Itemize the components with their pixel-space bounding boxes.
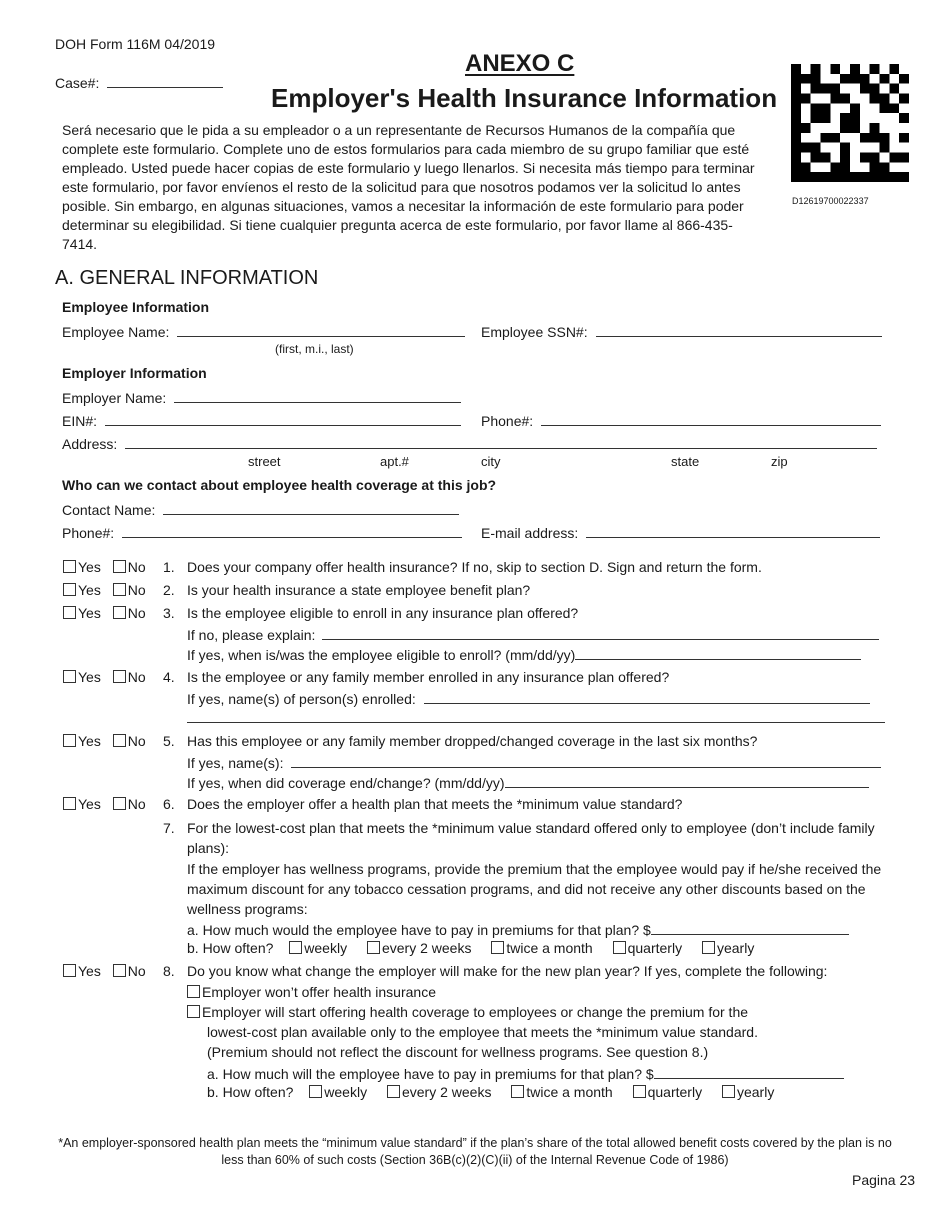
q5-no-option[interactable]: No <box>113 733 146 749</box>
employer-name-field[interactable] <box>62 388 461 406</box>
checkbox-icon <box>289 941 302 954</box>
case-number-field[interactable] <box>55 73 223 91</box>
q3-no-option[interactable]: No <box>113 605 146 621</box>
checkbox-icon <box>702 941 715 954</box>
q2-text: Is your health insurance a state employee benefit plan? <box>187 582 531 598</box>
checkbox-icon <box>113 560 126 573</box>
barcode-number: D12619700022337 <box>792 196 869 206</box>
form-id: DOH Form 116M 04/2019 <box>55 36 216 52</box>
contact-phone-label: Phone#: <box>62 525 115 541</box>
q8-text: Do you know what change the employer will make for the new plan year? If yes, complete the following: <box>187 963 828 979</box>
q7a-label: a. How much would the employee have to pay in premiums for that plan? $ <box>187 922 651 938</box>
q6-text: Does the employer offer a health plan that meets the *minimum value standard? <box>187 796 683 812</box>
checkbox-icon <box>113 606 126 619</box>
q1-text: Does your company offer health insurance? If no, skip to section D. Sign and return the form. <box>187 559 762 575</box>
q3-yes-no <box>63 605 146 621</box>
address-state-hint: state <box>671 454 700 469</box>
address-city-hint: city <box>481 454 501 469</box>
address-street-hint: street <box>248 454 281 469</box>
q5-date-field[interactable] <box>187 773 869 791</box>
q8-no-option[interactable]: No <box>113 963 146 979</box>
q2-no-option[interactable]: No <box>113 582 146 598</box>
barcode-image <box>791 64 909 182</box>
q4-yes-no <box>63 669 146 685</box>
checkbox-icon <box>187 1005 200 1018</box>
q8-number: 8. <box>163 963 175 979</box>
q5-names-line <box>291 753 881 768</box>
email-line <box>586 523 880 538</box>
q3-yes-option[interactable]: Yes <box>63 605 101 621</box>
checkbox-icon <box>63 734 76 747</box>
q5-date-label: If yes, when did coverage end/change? (mm/dd/yy) <box>187 775 505 791</box>
q8b-frequency <box>207 1084 774 1100</box>
q1-yes-option[interactable]: Yes <box>63 559 101 575</box>
address-label: Address: <box>62 436 118 452</box>
annex-title: ANEXO C <box>465 50 575 77</box>
q1-number: 1. <box>163 559 175 575</box>
checkbox-icon <box>63 964 76 977</box>
employee-ssn-line <box>596 322 882 337</box>
q5-text: Has this employee or any family member dropped/changed coverage in the last six months? <box>187 733 758 749</box>
q8-start-offering-option[interactable]: Employer will start offering health coverage to employees or change the premium for the <box>187 1004 748 1020</box>
q4-number: 4. <box>163 669 175 685</box>
q8-yes-option[interactable]: Yes <box>63 963 101 979</box>
q5-names-field[interactable] <box>187 753 881 771</box>
q3-explain-field[interactable] <box>187 625 879 643</box>
q7-text: For the lowest-cost plan that meets the *minimum value standard offered only to employee (don’t include family plans): <box>187 820 875 856</box>
section-a-title: A. GENERAL INFORMATION <box>55 267 319 289</box>
q4-text: Is the employee or any family member enrolled in any insurance plan offered? <box>187 669 670 685</box>
q3-date-field[interactable] <box>187 645 861 663</box>
checkbox-icon <box>387 1085 400 1098</box>
checkbox-icon <box>722 1085 735 1098</box>
ein-label: EIN#: <box>62 413 98 429</box>
address-field[interactable] <box>62 434 877 452</box>
checkbox-icon <box>187 985 200 998</box>
q8a-line <box>654 1064 844 1079</box>
q8-twice-a-month-option[interactable]: twice a month <box>511 1084 612 1100</box>
employee-info-heading: Employee Information <box>62 299 210 315</box>
footnote: *An employer-sponsored health plan meets the “minimum value standard” if the plan’s share of the total allowed benefit costs covered by the plan is no less than 60% of such costs (Section 36B(c)(2)(C)(ii) of the Internal Revenue Code of 1986) <box>58 1136 892 1167</box>
checkbox-icon <box>613 941 626 954</box>
address-zip-hint: zip <box>771 454 788 469</box>
case-label: Case#: <box>55 75 100 91</box>
q2-yes-no <box>63 582 146 598</box>
employer-name-label: Employer Name: <box>62 390 167 406</box>
q7a-line <box>651 920 849 935</box>
q4-names-line <box>424 689 870 704</box>
q7b-frequency <box>187 940 754 956</box>
contact-phone-line <box>122 523 462 538</box>
name-format-hint: (first, m.i., last) <box>275 342 354 356</box>
employee-name-label: Employee Name: <box>62 324 170 340</box>
checkbox-icon <box>63 583 76 596</box>
contact-name-line <box>163 500 459 515</box>
q7-body: If the employer has wellness programs, provide the premium that the employee would pay if he/she received the maximum discount for any tobacco cessation programs, and did not receive any other discounts based on the wellness programs: <box>187 861 882 917</box>
q3-date-label: If yes, when is/was the employee eligible to enroll? (mm/dd/yy) <box>187 647 576 663</box>
q6-number: 6. <box>163 796 175 812</box>
q8a-premium-field[interactable] <box>207 1064 844 1082</box>
checkbox-icon <box>113 964 126 977</box>
q3-explain-label: If no, please explain: <box>187 627 316 643</box>
q5-names-label: If yes, name(s): <box>187 755 284 771</box>
contact-name-field[interactable] <box>62 500 459 518</box>
email-label: E-mail address: <box>481 525 579 541</box>
employer-phone-line <box>541 411 881 426</box>
q4-names-label: If yes, name(s) of person(s) enrolled: <box>187 691 416 707</box>
intro-paragraph: Será necesario que le pida a su empleador o a un representante de Recursos Humanos de la compañía que complete este formulario. Complete uno de estos formularios para cada miembro de su grupo familiar que esté empleado. Usted puede hacer copias de este formulario y luego llenarlos. Si necesita más tiempo para terminar este formulario, por favor envíenos el resto de la solicitud para que nosotros podamos ver la solicitud lo antes posible. Sin embargo, en algunas situaciones, vamos a necesitar la información de este formulario para poder determinar su elegibilidad. Si tiene cualquier pregunta acerca de este formulario, por favor llame al 866-435-7414. <box>62 122 755 252</box>
q8-weekly-option[interactable]: weekly <box>309 1084 367 1100</box>
q5-yes-no <box>63 733 146 749</box>
checkbox-icon <box>491 941 504 954</box>
q1-yes-no <box>63 559 146 575</box>
employer-phone-label: Phone#: <box>481 413 534 429</box>
checkbox-icon <box>113 797 126 810</box>
case-line <box>107 73 223 88</box>
q6-no-option[interactable]: No <box>113 796 146 812</box>
employer-name-line <box>174 388 461 403</box>
q8-option-line-3: (Premium should not reflect the discount for wellness programs. See question 8.) <box>207 1044 709 1060</box>
q8-no-insurance-option[interactable]: Employer won’t offer health insurance <box>187 984 436 1000</box>
employee-name-line <box>177 322 465 337</box>
checkbox-icon <box>113 583 126 596</box>
checkbox-icon <box>511 1085 524 1098</box>
contact-question: Who can we contact about employee health coverage at this job? <box>62 477 497 493</box>
checkbox-icon <box>63 606 76 619</box>
q7-number: 7. <box>163 820 175 836</box>
checkbox-icon <box>113 670 126 683</box>
employer-phone-field[interactable] <box>481 411 881 429</box>
q7a-premium-field[interactable] <box>187 920 849 938</box>
page-title: Employer's Health Insurance Information <box>271 83 778 113</box>
address-line <box>125 434 877 449</box>
q5-yes-option[interactable]: Yes <box>63 733 101 749</box>
q8a-label: a. How much will the employee have to pay in premiums for that plan? $ <box>207 1066 654 1082</box>
q8-option-line-2: lowest-cost plan available only to the employee that meets the *minimum value standard. <box>207 1024 758 1040</box>
q4-yes-option[interactable]: Yes <box>63 669 101 685</box>
q7b-label: b. How often? <box>187 940 274 956</box>
checkbox-icon <box>367 941 380 954</box>
q7-every-2-weeks-option[interactable]: every 2 weeks <box>367 940 471 956</box>
q3-text: Is the employee eligible to enroll in any insurance plan offered? <box>187 605 579 621</box>
q1-no-option[interactable]: No <box>113 559 146 575</box>
q4-no-option[interactable]: No <box>113 669 146 685</box>
q4-names-line-2[interactable] <box>187 708 885 723</box>
q5-number: 5. <box>163 733 175 749</box>
page-number: Pagina 23 <box>852 1172 916 1188</box>
employer-info-heading: Employer Information <box>62 365 207 381</box>
q8-every-2-weeks-option[interactable]: every 2 weeks <box>387 1084 491 1100</box>
q2-yes-option[interactable]: Yes <box>63 582 101 598</box>
q4-names-field[interactable] <box>187 689 870 707</box>
q3-date-line <box>575 645 861 660</box>
checkbox-icon <box>309 1085 322 1098</box>
q8-yearly-option[interactable]: yearly <box>722 1084 774 1100</box>
q6-yes-no <box>63 796 146 812</box>
employee-ssn-field[interactable] <box>481 322 882 340</box>
email-field[interactable] <box>481 523 880 541</box>
contact-phone-field[interactable] <box>62 523 462 541</box>
q8b-label: b. How often? <box>207 1084 294 1100</box>
q7-quarterly-option[interactable]: quarterly <box>613 940 682 956</box>
q3-number: 3. <box>163 605 175 621</box>
checkbox-icon <box>113 734 126 747</box>
q7-yearly-option[interactable]: yearly <box>702 940 754 956</box>
q8-yes-no <box>63 963 146 979</box>
checkbox-icon <box>633 1085 646 1098</box>
ein-line <box>105 411 461 426</box>
q6-yes-option[interactable]: Yes <box>63 796 101 812</box>
checkbox-icon <box>63 797 76 810</box>
q3-explain-line <box>322 625 879 640</box>
employee-name-field[interactable] <box>62 322 465 340</box>
checkbox-icon <box>63 670 76 683</box>
q5-date-line <box>505 773 869 788</box>
q7-weekly-option[interactable]: weekly <box>289 940 347 956</box>
q2-number: 2. <box>163 582 175 598</box>
q7-twice-a-month-option[interactable]: twice a month <box>491 940 592 956</box>
employee-ssn-label: Employee SSN#: <box>481 324 588 340</box>
q8-quarterly-option[interactable]: quarterly <box>633 1084 702 1100</box>
contact-name-label: Contact Name: <box>62 502 156 518</box>
checkbox-icon <box>63 560 76 573</box>
ein-field[interactable] <box>62 411 461 429</box>
address-apt-hint: apt.# <box>380 454 409 469</box>
